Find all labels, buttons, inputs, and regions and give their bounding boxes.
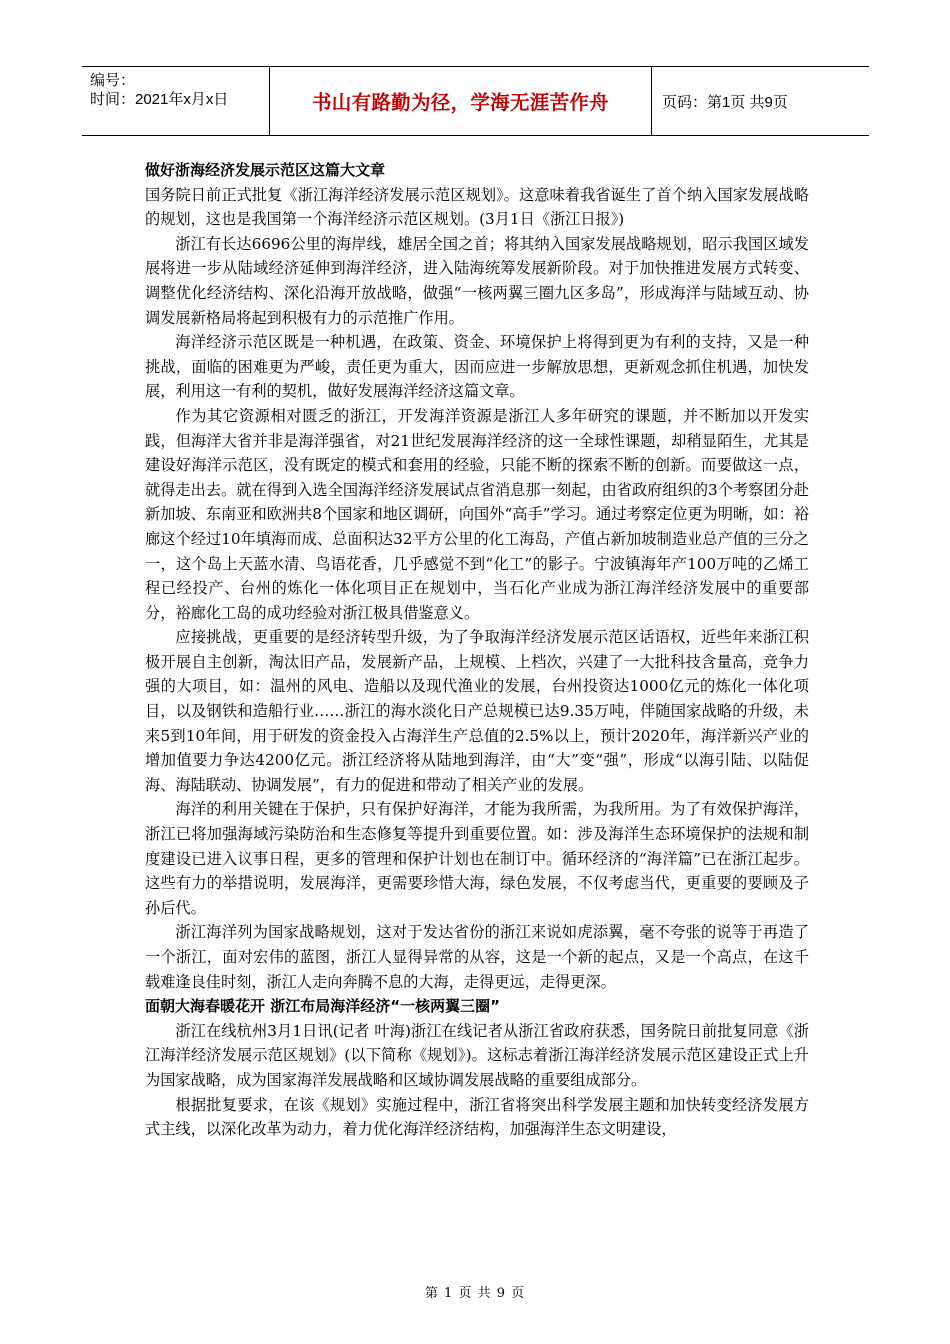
header-page-number: 页码：第1页 共9页 [662,93,788,111]
header-meta [82,67,269,135]
document-date-label: 时间：2021年x月x日 [90,91,229,108]
paragraph: 浙江有长达6696公里的海岸线，雄居全国之首；将其纳入国家发展战略规划，昭示我国区域发展将进一步从陆域经济延伸到海洋经济，进入陆海统筹发展新阶段。对于加快推进发展方式转变、调整优化经济结构、深化沿海开放战略，做强“一核两翼三圈九区多岛”，形成海洋与陆域互动、协调发展新格局将起到积极有力的示范推广作用。 [145,234,809,327]
document-number-label: 编号： [90,72,136,89]
section-title: 面朝大海春暖花开 浙江布局海洋经济“一核两翼三圈” [145,997,500,1016]
paragraph: 浙江海洋列为国家战略规划，这对于发达省份的浙江来说如虎添翼，毫不夸张的说等于再造了一个浙江，面对宏伟的蓝图，浙江人显得异常的从容，这是一个新的起点，又是一个高点，在这千载难逢良佳时刻，浙江人走向奔腾不息的大海，走得更远，走得更深。 [145,923,809,991]
paragraph: 浙江在线杭州3月1日讯(记者 叶海)浙江在线记者从浙江省政府获悉，国务院日前批复同意《浙江海洋经济发展示范区规划》(以下简称《规划》)。这标志着浙江海洋经济发展示范区建设正式上升为国家战略，成为国家海洋发展战略和区域协调发展战略的重要组成部分。 [145,1021,809,1089]
paragraph: 海洋的利用关键在于保护，只有保护好海洋，才能为我所需，为我所用。为了有效保护海洋，浙江已将加强海域污染防治和生态修复等提升到重要位置。如：涉及海洋生态环境保护的法规和制度建设已进入议事日程，更多的管理和保护计划也在制订中。循环经济的“海洋篇”已在浙江起步。这些有力的举措说明，发展海洋，更需要珍惜大海，绿色发展，不仅考虑当代，更重要的要顾及子孙后代。 [145,800,809,917]
header-motto: 书山有路勤为径，学海无涯苦作舟 [269,67,652,135]
paragraph: 应接挑战，更重要的是经济转型升级，为了争取海洋经济发展示范区话语权，近些年来浙江积极开展自主创新，淘汰旧产品，发展新产品，上规模、上档次，兴建了一大批科技含量高，竞争力强的大项目，如：温州的风电、造船以及现代渔业的发展，台州投资达1000亿元的炼化一体化项目，以及钢铁和造船行业……浙江的海水淡化日产总规模已达9.35万吨，伴随国家战略的升级，未来5到10年间，用于研发的资金投入占海洋生产总值的2.5%以上，预计2020年，海洋新兴产业的增加值要力争达4200亿元。浙江经济将从陆地到海洋，由“大”变“强”，形成“以海引陆、以陆促海、海陆联动、协调发展”，有力的促进和带动了相关产业的发展。 [145,628,809,794]
page-header [82,66,869,136]
paragraph: 根据批复要求，在该《规划》实施过程中，浙江省将突出科学发展主题和加快转变经济发展方式主线，以深化改革为动力，着力优化海洋经济结构，加强海洋生态文明建设， [145,1095,809,1139]
paragraph: 国务院日前正式批复《浙江海洋经济发展示范区规划》。这意味着我省诞生了首个纳入国家发展战略的规划，这也是我国第一个海洋经济示范区规划。(3月1日《浙江日报》) [145,185,809,229]
paragraph: 作为其它资源相对匮乏的浙江，开发海洋资源是浙江人多年研究的课题，并不断加以开发实践，但海洋大省并非是海洋强省，对21世纪发展海洋经济的这一全球性课题，却稍显陌生，尤其是建设好海洋示范区，没有既定的模式和套用的经验，只能不断的探索不断的创新。而要做这一点，就得走出去。就在得到入选全国海洋经济发展试点省消息那一刻起，由省政府组织的3个考察团分赴新加坡、东南亚和欧洲共8个国家和地区调研，向国外“高手”学习。通过考察定位更为明晰，如：裕廊这个经过10年填海而成、总面积达32平方公里的化工海岛，产值占新加坡制造业总产值的三分之一，这个岛上天蓝水清、鸟语花香，几乎感觉不到“化工”的影子。宁波镇海年产100万吨的乙烯工程已经投产、台州的炼化一体化项目正在规划中，当石化产业成为浙江海洋经济发展中的重要部分，裕廊化工岛的成功经验对浙江极具借鉴意义。 [145,406,809,622]
paragraph: 海洋经济示范区既是一种机遇，在政策、资金、环境保护上将得到更为有利的支持，又是一种挑战，面临的困难更为严峻，责任更为重大，因而应进一步解放思想，更新观念抓住机遇，加快发展，利用这一有利的契机，做好发展海洋经济这篇文章。 [145,333,809,401]
page-footer: 第 1 页 共 9 页 [424,1286,526,1301]
document-body [145,158,809,1142]
article-title: 做好浙海经济发展示范区这篇大文章 [145,161,386,179]
